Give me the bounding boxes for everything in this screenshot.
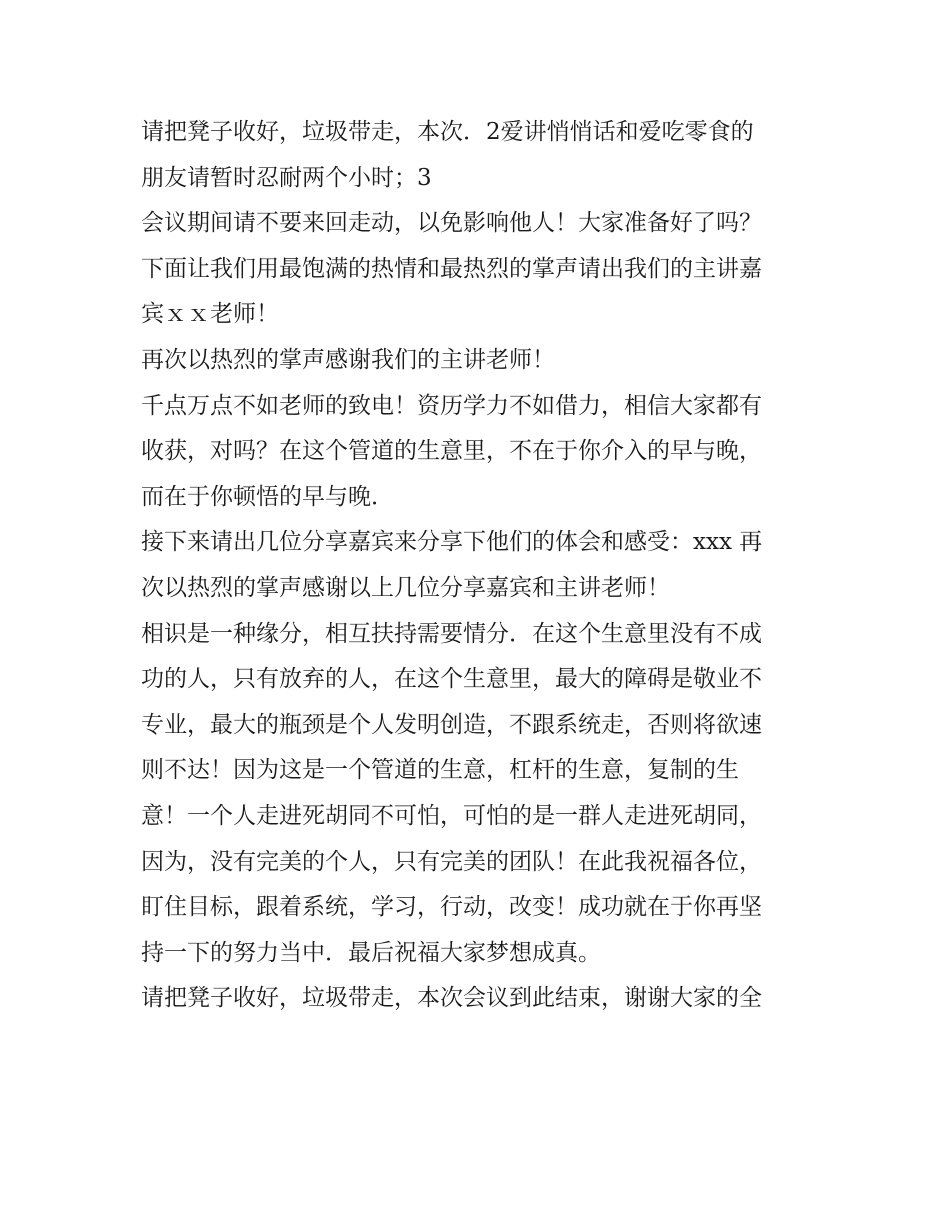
text-line: 而在于你顿悟的早与晚． xyxy=(141,483,394,510)
text-line: 意！一个人走进死胡同不可怕，可怕的是一群人走进死胡同， xyxy=(141,802,762,829)
text-line: 盯住目标，跟着系统，学习，行动，改变！成功就在于你再坚 xyxy=(141,894,762,921)
text-line: 千点万点不如老师的致电！资历学力不如借力，相信大家都有 xyxy=(141,392,762,419)
text-line: 相识是一种缘分，相互扶持需要情分．在这个生意里没有不成 xyxy=(141,620,762,647)
text-line: 次以热烈的掌声感谢以上几位分享嘉宾和主讲老师！ xyxy=(141,574,670,601)
text-line: 接下来请出几位分享嘉宾来分享下他们的体会和感受：xxx 再 xyxy=(141,529,763,556)
text-line: 请把凳子收好，垃圾带走，本次．2爱讲悄悄话和爱吃零食的 xyxy=(141,119,754,145)
text-line: 功的人，只有放弃的人，在这个生意里，最大的障碍是敬业不 xyxy=(141,666,762,693)
text-line: 专业，最大的瓶颈是个人发明创造，不跟系统走，否则将欲速 xyxy=(141,711,762,738)
text-line: 下面让我们用最饱满的热情和最热烈的掌声请出我们的主讲嘉 xyxy=(141,255,762,282)
text-line: 朋友请暂时忍耐两个小时；3 xyxy=(141,164,432,191)
text-line: 会议期间请不要来回走动，以免影响他人！大家准备好了吗？ xyxy=(141,210,762,237)
text-line: 宾ｘｘ老师！ xyxy=(141,301,279,328)
text-line: 再次以热烈的掌声感谢我们的主讲老师！ xyxy=(141,346,555,373)
text-line: 因为，没有完美的个人，只有完美的团队！在此我祝福各位， xyxy=(141,848,762,875)
text-line: 则不达！因为这是一个管道的生意，杠杆的生意，复制的生 xyxy=(141,757,739,784)
document-body xyxy=(141,110,821,1022)
text-line: 持一下的努力当中．最后祝福大家梦想成真。 xyxy=(141,939,601,966)
text-line: 请把凳子收好，垃圾带走，本次会议到此结束，谢谢大家的全 xyxy=(141,985,762,1012)
text-line: 收获，对吗？在这个管道的生意里，不在于你介入的早与晚， xyxy=(141,438,762,465)
